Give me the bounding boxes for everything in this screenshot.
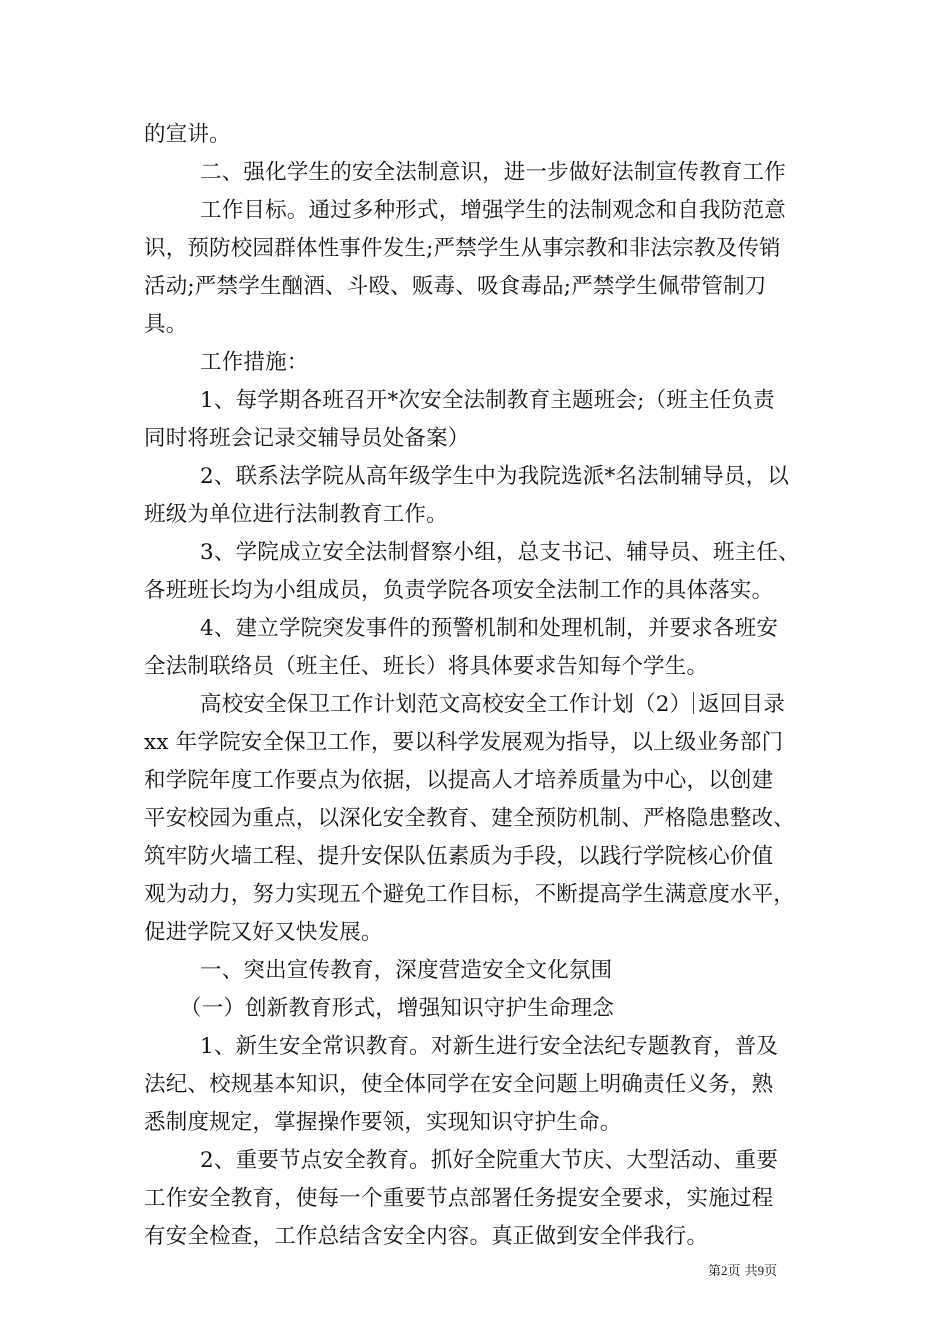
text-line: xx 年学院安全保卫工作，要以科学发展观为指导，以上级业务部门: [144, 730, 784, 755]
footer-middle: 页 共: [727, 1264, 758, 1279]
footer-prefix: 第: [708, 1264, 722, 1279]
text-line: 和学院年度工作要点为依据，以提高人才培养质量为中心，以创建: [144, 768, 774, 793]
text-line: 平安校园为重点，以深化安全教育、建全预防机制、严格隐患整改、: [144, 806, 796, 831]
text-cursor: [693, 692, 694, 714]
text-line: 观为动力，努力实现五个避免工作目标，不断提高学生满意度水平，: [144, 882, 796, 907]
page-number-footer: [708, 1262, 777, 1281]
section-heading: 二、强化学生的安全法制意识，进一步做好法制宣传教育工作: [200, 160, 786, 185]
text-line: 悉制度规定，掌握操作要领，实现知识守护生命。: [144, 1110, 622, 1135]
text-line: 促进学院又好又快发展。: [144, 920, 383, 945]
text-line: 2、重要节点安全教育。抓好全院重大节庆、大型活动、重要: [200, 1148, 779, 1173]
text-line: 各班班长均为小组成员，负责学院各项安全法制工作的具体落实。: [144, 578, 774, 603]
text-line: 活动;严禁学生酗酒、斗殴、贩毒、吸食毒品;严禁学生佩带管制刀: [144, 274, 767, 299]
text-line: 3、学院成立安全法制督察小组，总支书记、辅导员、班主任、: [200, 540, 800, 565]
text-line: 筑牢防火墙工程、提升安保队伍素质为手段，以践行学院核心价值: [144, 844, 774, 869]
text-line: 1、新生安全常识教育。对新生进行安全法纪专题教育，普及: [200, 1034, 779, 1059]
subsection-heading: （一）创新教育形式，增强知识守护生命理念: [180, 996, 615, 1021]
footer-suffix: 页: [764, 1264, 778, 1279]
footer-total-pages: 9: [757, 1263, 765, 1278]
text-line: 工作措施：: [200, 350, 309, 375]
section-heading: 一、突出宣传教育，深度营造安全文化氛围: [200, 958, 613, 983]
text-line: 有安全检查，工作总结含安全内容。真正做到安全伴我行。: [144, 1224, 709, 1249]
text-line: 4、建立学院突发事件的预警机制和处理机制，并要求各班安: [200, 616, 779, 641]
text-line: 法纪、校规基本知识，使全体同学在安全问题上明确责任义务，熟: [144, 1072, 774, 1097]
text-line: 班级为单位进行法制教育工作。: [144, 502, 448, 527]
text-line: 具。: [144, 312, 188, 337]
section-title-line: [200, 690, 808, 720]
text-line: 1、每学期各班召开*次安全法制教育主题班会;（班主任负责: [200, 388, 775, 413]
text-line: 识，预防校园群体性事件发生;严禁学生从事宗教和非法宗教及传销: [144, 236, 781, 261]
section-title: 高校安全保卫工作计划范文高校安全工作计划（2）: [200, 692, 692, 717]
text-line: 工作安全教育，使每一个重要节点部署任务提安全要求，实施过程: [144, 1186, 774, 1211]
text-line: 工作目标。通过多种形式，增强学生的法制观念和自我防范意: [200, 198, 786, 223]
footer-current-page: 2: [721, 1263, 728, 1278]
text-line: 的宣讲。: [144, 122, 231, 147]
back-to-toc-link[interactable]: 返回目录: [698, 692, 786, 717]
text-line: 2、联系法学院从高年级学生中为我院选派*名法制辅导员，以: [200, 464, 790, 489]
text-line: 全法制联络员（班主任、班长）将具体要求告知每个学生。: [144, 654, 709, 679]
text-line: 同时将班会记录交辅导员处备案）: [144, 426, 470, 451]
